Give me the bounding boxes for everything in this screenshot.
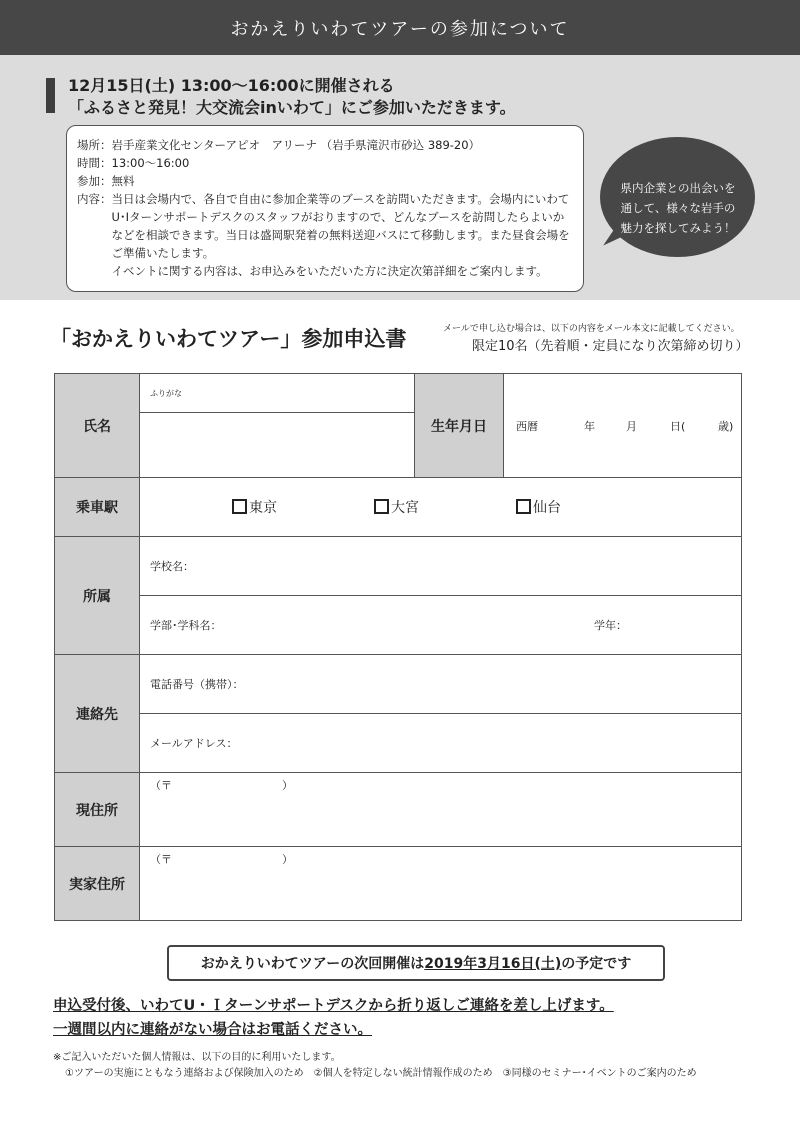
postal-code-label: （〒 ）: [150, 779, 293, 792]
name-label: 氏名: [55, 374, 140, 478]
event-info-box: [66, 125, 584, 292]
header-banner: [0, 0, 800, 55]
birthdate-field[interactable]: 西暦 年 月 日( 歳): [504, 374, 742, 478]
home-address-label: 実家住所: [55, 847, 140, 921]
phone-field[interactable]: 電話番号（携帯）：: [140, 655, 741, 714]
info-place: 場所： 岩手産業文化センターアピオ アリーナ （岩手県滝沢市砂込 389-20）: [77, 138, 481, 152]
school-field[interactable]: 学校名：: [140, 537, 741, 596]
info-content-note: イベントに関する内容は、お申込みをいただいた方に決定次第詳細をご案内します。: [111, 264, 548, 278]
grade-label: 学年：: [594, 619, 627, 632]
reply-notice: 申込受付後、いわてU・Ｉターンサポートデスクから折り返しご連絡を差し上げます。 一週間以内に連絡がない場合はお電話ください。: [53, 998, 614, 1038]
capacity-limit: 限定10名（先着順・定員になり次第締め切り）: [472, 339, 749, 354]
station-label: 乗車駅: [55, 478, 140, 537]
email-field[interactable]: メールアドレス：: [150, 737, 238, 750]
event-line-1: 12月15日(土) 13:00～16:00に開催される: [68, 76, 395, 95]
station-options: [140, 478, 742, 537]
station-option-tokyo[interactable]: 東京: [232, 497, 374, 517]
speech-bubble-text: 県内企業との出会いを 通して、様々な岩手の 魅力を探してみよう！: [620, 181, 736, 235]
privacy-notice: ※ご記入いただいた個人情報は、以下の目的に利用いたします。 ①ツアーの実施にともなう連絡および保険加入のため ②個人を特定しない統計情報作成のため ③同様のセミナー･イベントのご案内のため: [53, 1052, 697, 1079]
postal-code-label: （〒 ）: [150, 853, 293, 866]
birthdate-label: 生年月日: [415, 374, 504, 478]
email-note: メールで申し込む場合は、以下の内容をメール本文に記載してください。: [443, 324, 740, 334]
checkbox[interactable]: [516, 499, 531, 514]
station-option-sendai[interactable]: 仙台: [516, 497, 658, 517]
home-address-field[interactable]: [140, 847, 742, 921]
application-form: [54, 373, 742, 921]
info-content: 内容： 当日は会場内で、各自で自由に参加企業等のブースを訪問いただきます。会場内にいわてU･Iターンサポートデスクのスタッフがおりますので、どんなブースを訪問したらよいかなどを相談できます。当日は盛岡駅発着の無料送迎バスにて移動します。また昼食会場をご準備いたします。 イベントに関する内容は、お申込みをいただいた方に決定次第詳細をご案内します。: [77, 192, 570, 278]
affiliation-label: 所属: [55, 537, 140, 655]
next-event-box: おかえりいわてツアーの次回開催は 2019年3月16日(土) の予定です: [167, 945, 665, 981]
address-label: 現住所: [55, 773, 140, 847]
checkbox[interactable]: [374, 499, 389, 514]
faculty-field[interactable]: 学部･学科名： 学年：: [150, 619, 627, 632]
event-line-2: 「ふるさと発見！大交流会inいわて」にご参加いただきます。: [68, 98, 516, 117]
info-time: 時間： 13:00～16:00: [77, 156, 190, 170]
next-event-date: 2019年3月16日(土): [424, 956, 562, 972]
address-field[interactable]: [140, 773, 742, 847]
contact-label: 連絡先: [55, 655, 140, 773]
station-option-omiya[interactable]: 大宮: [374, 497, 516, 517]
form-title: 「おかえりいわてツアー」参加申込書: [50, 327, 407, 351]
event-heading: [46, 75, 516, 119]
furigana-field[interactable]: [140, 374, 414, 413]
info-fee: 参加： 無料: [77, 174, 135, 188]
checkbox[interactable]: [232, 499, 247, 514]
page-title: おかえりいわてツアーの参加について: [230, 18, 570, 40]
furigana-label: ふりがな: [150, 389, 182, 398]
info-content-text: 当日は会場内で、各自で自由に参加企業等のブースを訪問いただきます。会場内にいわてU･Iターンサポートデスクのスタッフがおりますので、どんなブースを訪問したらよいかなどを相談できます。当日は盛岡駅発着の無料送迎バスにて移動します。また昼食会場をご準備いたします。: [111, 192, 570, 260]
heading-bar-mark: [46, 78, 55, 113]
name-field[interactable]: [140, 413, 414, 477]
